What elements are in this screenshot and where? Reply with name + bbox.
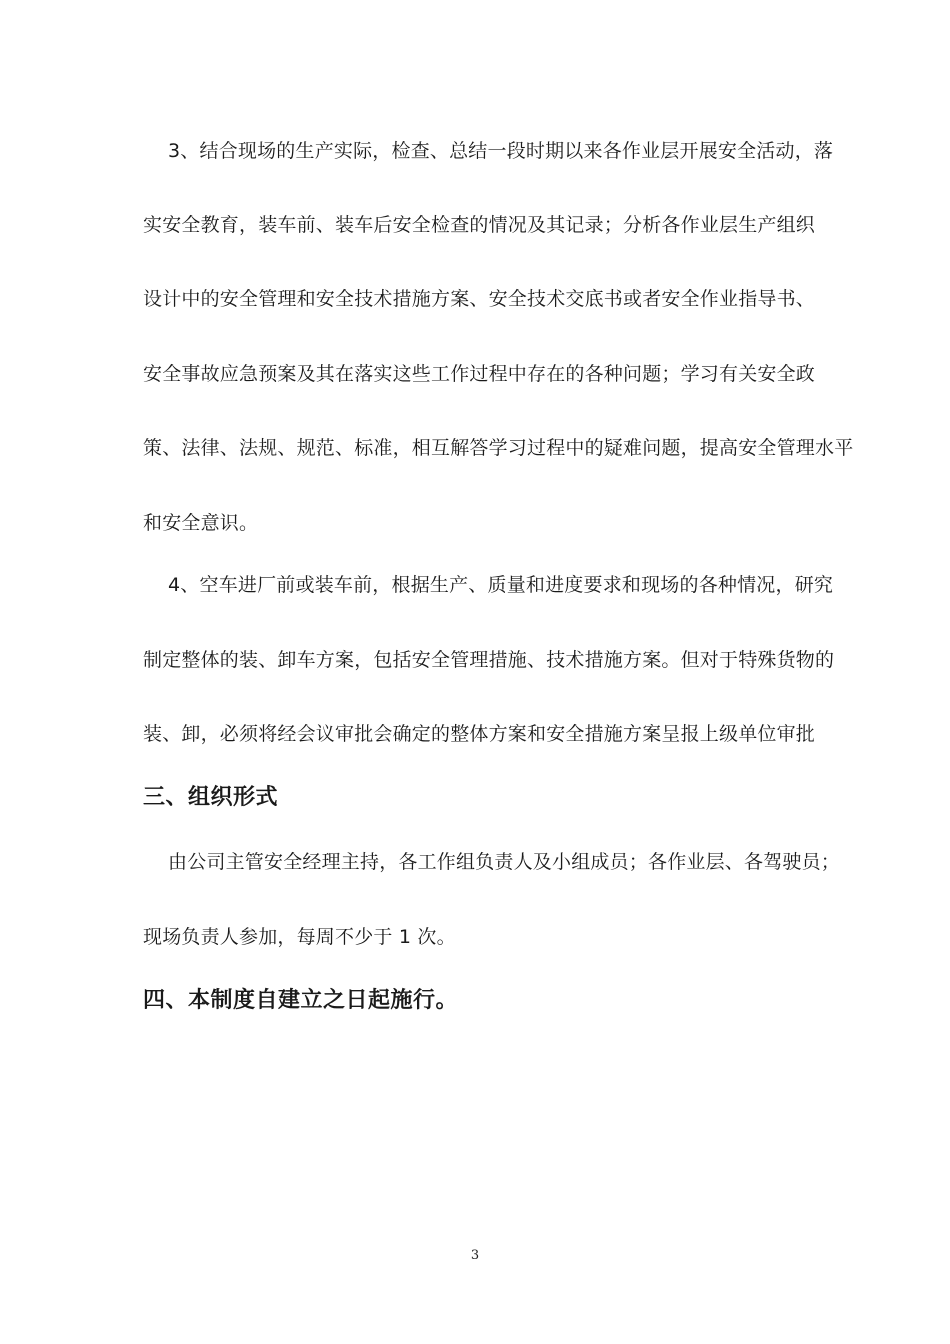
page-number: 3 — [470, 1248, 480, 1263]
paragraph-3-line-1: 3、结合现场的生产实际，检查、总结一段时期以来各作业层开展安全活动，落 — [168, 140, 834, 162]
paragraph-4-line-3: 装、卸，必须将经会议审批会确定的整体方案和安全措施方案呈报上级单位审批 — [143, 723, 816, 745]
section-3-heading: 三、组织形式 — [143, 785, 279, 810]
paragraph-4-line-2: 制定整体的装、卸车方案，包括安全管理措施、技术措施方案。但对于特殊货物的 — [143, 649, 835, 671]
section-3-line-2: 现场负责人参加，每周不少于 1 次。 — [143, 926, 456, 948]
section-3-line-1: 由公司主管安全经理主持，各工作组负责人及小组成员；各作业层、各驾驶员； — [168, 851, 841, 873]
paragraph-3-line-6: 和安全意识。 — [143, 512, 259, 534]
paragraph-3-line-5: 策、法律、法规、规范、标准，相互解答学习过程中的疑难问题，提高安全管理水平 — [143, 437, 854, 459]
paragraph-3-line-2: 实安全教育，装车前、装车后安全检查的情况及其记录；分析各作业层生产组织 — [143, 214, 816, 236]
paragraph-4-line-1: 4、空车进厂前或装车前，根据生产、质量和进度要求和现场的各种情况，研究 — [168, 574, 834, 596]
paragraph-3-line-3: 设计中的安全管理和安全技术措施方案、安全技术交底书或者安全作业指导书、 — [143, 288, 816, 310]
paragraph-3-line-4: 安全事故应急预案及其在落实这些工作过程中存在的各种问题；学习有关安全政 — [143, 363, 816, 385]
section-4-heading: 四、本制度自建立之日起施行。 — [143, 988, 459, 1013]
